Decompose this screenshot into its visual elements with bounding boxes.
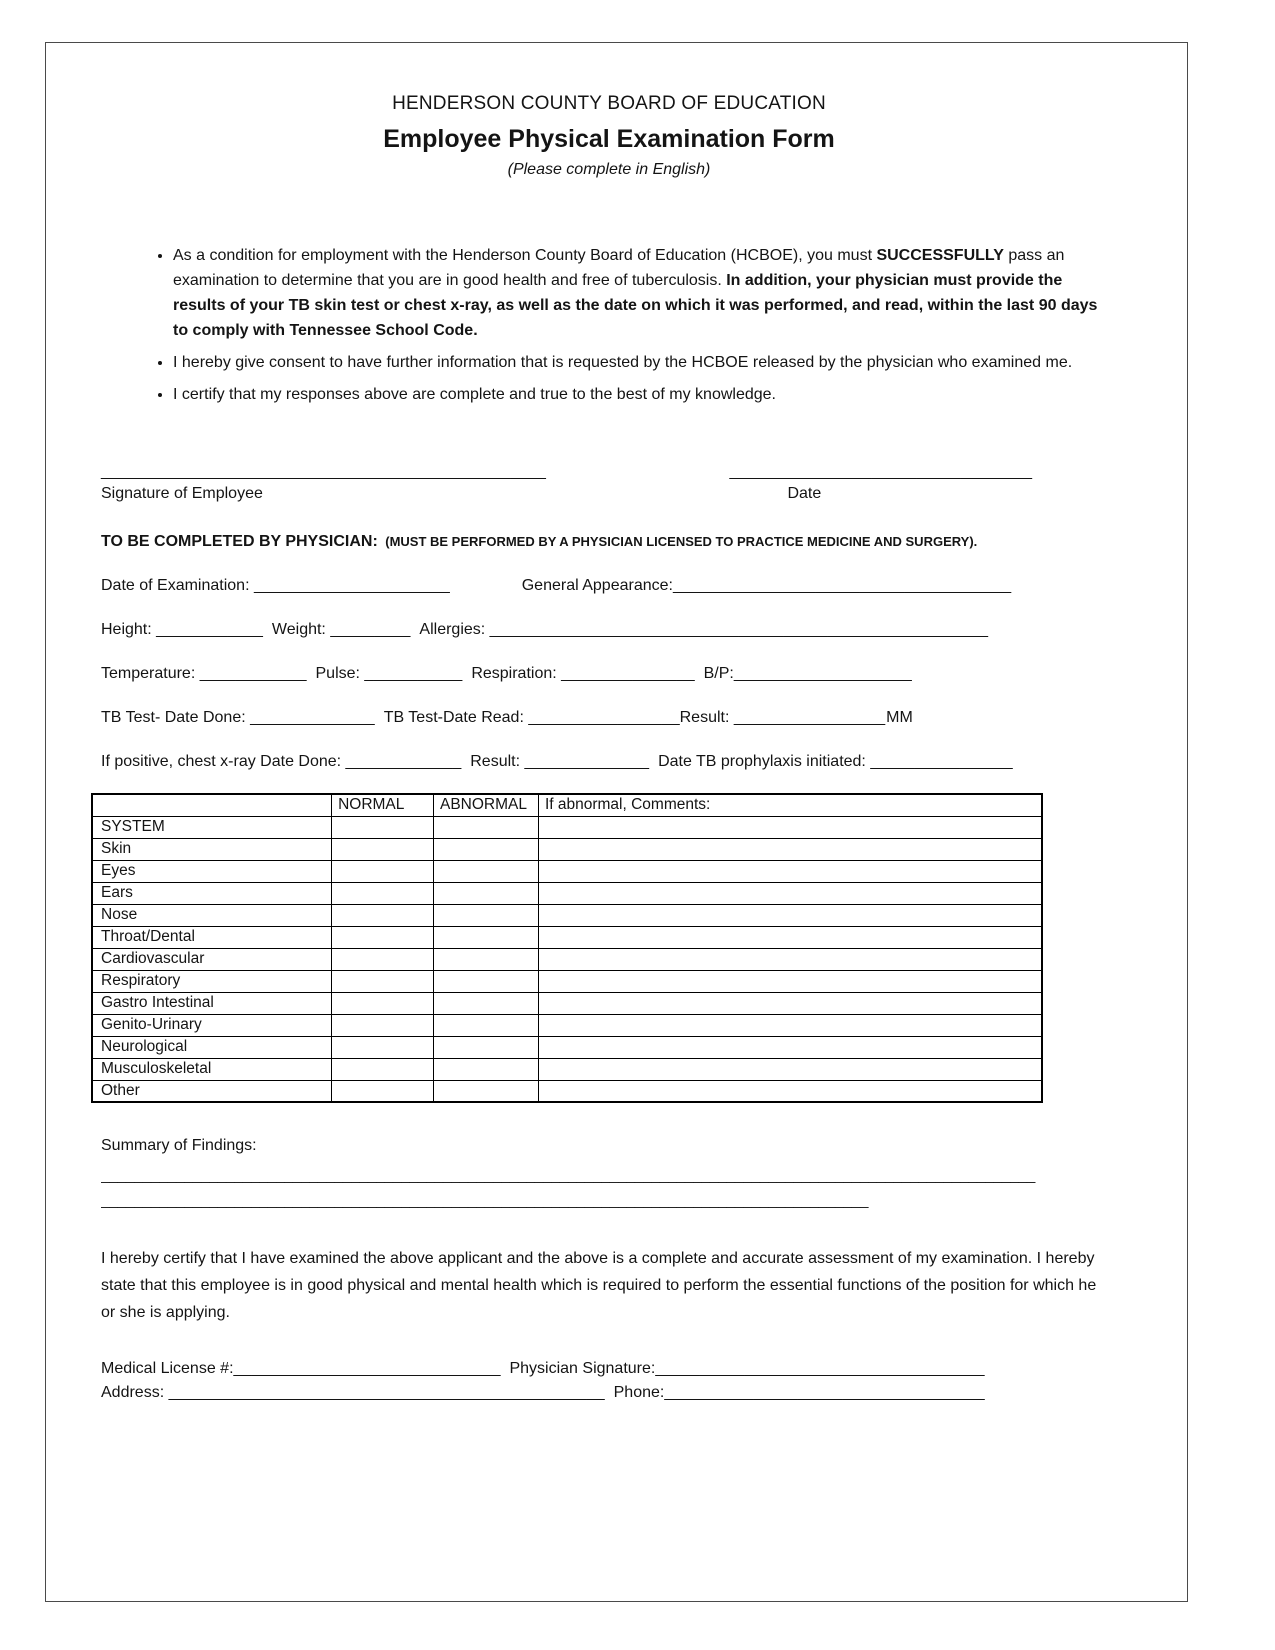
comments-cell — [538, 948, 1042, 970]
normal-cell — [332, 1036, 434, 1058]
row-label: Musculoskeletal — [92, 1058, 332, 1080]
row-label: Ears — [92, 882, 332, 904]
field-blank: ________________ — [870, 753, 1013, 770]
normal-cell — [332, 860, 434, 882]
header-cell-system — [92, 794, 332, 816]
comments-cell — [538, 926, 1042, 948]
field-blank: ______________ — [250, 709, 375, 726]
physician-certification-paragraph: I hereby certify that I have examined the above applicant and the above is a complete and accurate assessment of my examination. I hereby state that this employee is in good physical and mental health which is required to perform the essential functions of the position for which he or she is applying. — [101, 1250, 1097, 1321]
field-line-chest-xray — [101, 753, 1117, 771]
abnormal-cell — [433, 992, 538, 1014]
normal-cell — [332, 992, 434, 1014]
comments-cell — [538, 816, 1042, 838]
row-label: Other — [92, 1080, 332, 1102]
employee-signature-label: Signature of Employee — [101, 485, 263, 502]
xray-date-field — [101, 753, 461, 770]
bullet-text-bold: In addition, your physician must provide the results of your TB skin test or chest x-ray, as well as the date on which it was performed, and read, within the last 90 days to comply with Tennessee School Code. — [173, 272, 1098, 339]
normal-cell — [332, 970, 434, 992]
comments-cell — [538, 1058, 1042, 1080]
abnormal-cell — [433, 970, 538, 992]
normal-cell — [332, 1014, 434, 1036]
employee-signature-block — [101, 463, 546, 503]
physician-signature-field — [509, 1360, 984, 1377]
normal-cell — [332, 948, 434, 970]
abnormal-cell — [433, 816, 538, 838]
comments-cell — [538, 1036, 1042, 1058]
bullet-item-consent: • I hereby give consent to have further information that is requested by the HCBOE released by the physician who examined me. — [173, 350, 1101, 375]
comments-cell — [538, 970, 1042, 992]
abnormal-cell — [433, 1014, 538, 1036]
row-label: Respiratory — [92, 970, 332, 992]
abnormal-cell — [433, 1080, 538, 1102]
normal-cell — [332, 816, 434, 838]
abnormal-cell — [433, 838, 538, 860]
field-blank: _________________________________________________ — [168, 1384, 605, 1401]
table-row — [92, 882, 1042, 904]
field-line-exam-date — [101, 577, 1117, 595]
field-line-vitals-1 — [101, 621, 1117, 639]
prophylaxis-field — [658, 753, 1013, 770]
field-label: Weight: — [271, 621, 331, 638]
abnormal-cell — [433, 948, 538, 970]
field-blank: ______________________________________ — [672, 577, 1012, 594]
bullet-item-certify: • I certify that my responses above are complete and true to the best of my knowledge. — [173, 382, 1101, 407]
field-blank: ________________________________________________________ — [489, 621, 988, 638]
bullet-text: pass an examination to determine that you are in good health and free of tuberculosis. — [173, 247, 1065, 289]
field-label: If positive, chest x-ray Date Done: — [101, 753, 346, 770]
normal-cell — [332, 926, 434, 948]
document-title: Employee Physical Examination Form — [383, 125, 835, 153]
normal-cell — [332, 904, 434, 926]
weight-field — [272, 621, 411, 638]
medical-license-field — [101, 1360, 500, 1377]
signature-date-label: Date — [787, 485, 822, 502]
table-row — [92, 948, 1042, 970]
comments-cell — [538, 1080, 1042, 1102]
physician-heading-sub: (MUST BE PERFORMED BY A PHYSICIAN LICENSED TO PRACTICE MEDICINE AND SURGERY). — [385, 534, 978, 549]
tb-date-read-field — [384, 709, 680, 726]
normal-cell — [332, 1058, 434, 1080]
field-label: TB Test- Date Done: — [101, 709, 251, 726]
table-row — [92, 838, 1042, 860]
field-label: TB Test-Date Read: — [383, 709, 529, 726]
row-label: Genito-Urinary — [92, 1014, 332, 1036]
comments-cell — [538, 904, 1042, 926]
respiration-field — [471, 665, 694, 682]
comments-cell — [538, 882, 1042, 904]
table-row — [92, 816, 1042, 838]
tb-result-field — [680, 709, 886, 726]
field-blank: ______________________________ — [233, 1360, 501, 1377]
field-blank: _________________ — [528, 709, 680, 726]
row-label: Gastro Intestinal — [92, 992, 332, 1014]
comments-cell — [538, 992, 1042, 1014]
field-blank: _______________ — [561, 665, 695, 682]
bullet-text-bold: SUCCESSFULLY — [876, 247, 1004, 264]
comments-cell — [538, 860, 1042, 882]
comments-cell — [538, 1014, 1042, 1036]
field-blank: ___________ — [364, 665, 463, 682]
field-blank: ____________ — [199, 665, 307, 682]
field-blank: ______________________ — [253, 577, 450, 594]
row-label: Eyes — [92, 860, 332, 882]
table-row — [92, 1036, 1042, 1058]
field-label: Allergies: — [419, 621, 490, 638]
field-label: Pulse: — [315, 665, 365, 682]
field-blank: ____________________________________ — [664, 1384, 985, 1401]
table-row — [92, 1080, 1042, 1102]
field-label: Height: — [101, 621, 157, 638]
field-blank: ______________ — [524, 753, 650, 770]
signature-date-line: __________________________________ — [729, 463, 1032, 480]
field-line-address — [101, 1384, 1117, 1402]
field-label: Result: — [679, 709, 734, 726]
summary-line-1: ________________________________________________________________________________________________________________ — [101, 1167, 1036, 1184]
table-row — [92, 970, 1042, 992]
field-blank: ____________ — [156, 621, 263, 638]
field-label: Date TB prophylaxis initiated: — [658, 753, 871, 770]
row-label: Cardiovascular — [92, 948, 332, 970]
field-blank: _____________ — [345, 753, 462, 770]
summary-of-findings-label: Summary of Findings: — [101, 1137, 257, 1154]
row-label: Nose — [92, 904, 332, 926]
row-label: Throat/Dental — [92, 926, 332, 948]
physician-heading-main: TO BE COMPLETED BY PHYSICIAN: — [101, 533, 378, 550]
summary-line-2: ____________________________________________________________________________________________ — [101, 1192, 869, 1209]
table-row — [92, 1014, 1042, 1036]
table-row — [92, 1058, 1042, 1080]
field-label: Result: — [470, 753, 525, 770]
abnormal-cell — [433, 1036, 538, 1058]
field-label: Respiration: — [471, 665, 562, 682]
document-subtitle: (Please complete in English) — [507, 161, 711, 178]
field-blank: _________________ — [733, 709, 886, 726]
normal-cell — [332, 1080, 434, 1102]
table-row — [92, 926, 1042, 948]
field-line-tb-test — [101, 709, 1117, 727]
pulse-field — [316, 665, 463, 682]
bullet-text: As a condition for employment with the Henderson County Board of Education (HCBOE), you must — [173, 247, 877, 264]
tb-date-done-field — [101, 709, 375, 726]
address-field — [101, 1384, 605, 1401]
table-row — [92, 860, 1042, 882]
normal-cell — [332, 838, 434, 860]
header-cell-comments: If abnormal, Comments: — [538, 794, 1042, 816]
header-cell-abnormal: ABNORMAL — [433, 794, 538, 816]
field-line-vitals-2 — [101, 665, 1117, 683]
examination-table — [91, 793, 1043, 1103]
field-label: Phone: — [613, 1384, 665, 1401]
row-label: Neurological — [92, 1036, 332, 1058]
xray-result-field — [470, 753, 649, 770]
bp-field — [704, 665, 912, 682]
bullet-item-conditions — [173, 243, 1101, 343]
field-label: Temperature: — [101, 665, 200, 682]
general-appearance-field — [522, 577, 1011, 594]
field-label: Physician Signature: — [509, 1360, 656, 1377]
field-label: General Appearance: — [521, 577, 673, 594]
comments-cell — [538, 838, 1042, 860]
tb-result-unit: MM — [886, 709, 913, 726]
field-line-license — [101, 1360, 1117, 1378]
field-label: B/P: — [703, 665, 734, 682]
allergies-field — [419, 621, 988, 638]
abnormal-cell — [433, 904, 538, 926]
header-cell-normal: NORMAL — [332, 794, 434, 816]
row-label: Skin — [92, 838, 332, 860]
table-row — [92, 904, 1042, 926]
field-label: Address: — [101, 1384, 169, 1401]
field-blank: ____________________ — [733, 665, 912, 682]
field-blank: _________ — [330, 621, 411, 638]
conditions-bullet-list — [101, 243, 1101, 407]
signature-date-block — [729, 463, 1032, 503]
phone-field — [614, 1384, 985, 1401]
abnormal-cell — [433, 860, 538, 882]
row-label: SYSTEM — [92, 816, 332, 838]
field-label: Medical License #: — [101, 1360, 234, 1377]
abnormal-cell — [433, 1058, 538, 1080]
abnormal-cell — [433, 882, 538, 904]
org-name: HENDERSON COUNTY BOARD OF EDUCATION — [392, 93, 826, 114]
height-field — [101, 621, 263, 638]
field-label: Date of Examination: — [101, 577, 254, 594]
field-blank: _____________________________________ — [655, 1360, 985, 1377]
exam-date-field — [101, 577, 450, 594]
employee-signature-row — [101, 463, 1117, 503]
normal-cell — [332, 882, 434, 904]
employee-signature-line: __________________________________________________ — [101, 463, 546, 480]
document-header — [101, 93, 1117, 179]
document-page — [45, 42, 1188, 1602]
table-header-row — [92, 794, 1042, 816]
table-row — [92, 992, 1042, 1014]
temperature-field — [101, 665, 307, 682]
abnormal-cell — [433, 926, 538, 948]
physician-section-heading — [101, 533, 1117, 551]
